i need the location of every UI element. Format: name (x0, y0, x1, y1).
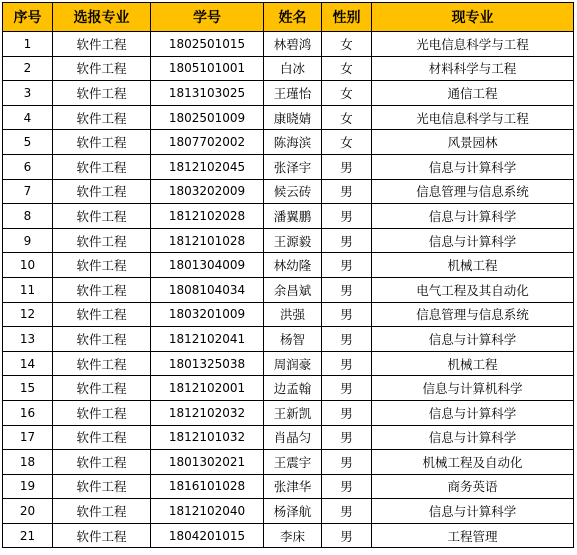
table-row (3, 32, 574, 57)
table-row (3, 425, 574, 450)
table-row (3, 81, 574, 106)
cell-index: 21 (3, 523, 53, 548)
table-row (3, 130, 574, 155)
cell-index: 19 (3, 474, 53, 499)
cell-current-major: 信息与计算科学 (372, 154, 574, 179)
table-row (3, 327, 574, 352)
cell-chosen-major: 软件工程 (53, 81, 151, 106)
cell-chosen-major: 软件工程 (53, 253, 151, 278)
header-gender: 性别 (322, 3, 372, 32)
cell-student-id: 1812102040 (151, 499, 264, 524)
cell-current-major: 光电信息科学与工程 (372, 32, 574, 57)
cell-gender: 男 (322, 253, 372, 278)
table-body (3, 32, 574, 548)
cell-chosen-major: 软件工程 (53, 376, 151, 401)
cell-gender: 男 (322, 154, 372, 179)
cell-current-major: 信息与计算科学 (372, 499, 574, 524)
header-student-id: 学号 (151, 3, 264, 32)
cell-gender: 男 (322, 228, 372, 253)
cell-current-major: 工程管理 (372, 523, 574, 548)
cell-index: 7 (3, 179, 53, 204)
table-row (3, 523, 574, 548)
student-table-container (2, 2, 574, 548)
cell-student-id: 1812102028 (151, 204, 264, 229)
cell-chosen-major: 软件工程 (53, 327, 151, 352)
cell-index: 4 (3, 105, 53, 130)
cell-chosen-major: 软件工程 (53, 130, 151, 155)
cell-student-id: 1804201015 (151, 523, 264, 548)
cell-name: 林碧鸿 (264, 32, 322, 57)
cell-chosen-major: 软件工程 (53, 499, 151, 524)
cell-name: 白冰 (264, 56, 322, 81)
cell-chosen-major: 软件工程 (53, 523, 151, 548)
cell-name: 李床 (264, 523, 322, 548)
cell-current-major: 信息与计算科学 (372, 204, 574, 229)
cell-index: 14 (3, 351, 53, 376)
cell-gender: 男 (322, 400, 372, 425)
cell-student-id: 1812102001 (151, 376, 264, 401)
header-name: 姓名 (264, 3, 322, 32)
cell-name: 边孟翰 (264, 376, 322, 401)
cell-name: 王源毅 (264, 228, 322, 253)
cell-gender: 男 (322, 204, 372, 229)
cell-student-id: 1805101001 (151, 56, 264, 81)
cell-index: 12 (3, 302, 53, 327)
cell-current-major: 信息与计算机科学 (372, 376, 574, 401)
table-row (3, 154, 574, 179)
cell-chosen-major: 软件工程 (53, 474, 151, 499)
table-row (3, 351, 574, 376)
cell-gender: 男 (322, 425, 372, 450)
cell-chosen-major: 软件工程 (53, 32, 151, 57)
cell-chosen-major: 软件工程 (53, 105, 151, 130)
cell-current-major: 信息与计算科学 (372, 228, 574, 253)
cell-student-id: 1808104034 (151, 277, 264, 302)
header-chosen-major: 选报专业 (53, 3, 151, 32)
cell-gender: 男 (322, 302, 372, 327)
cell-gender: 男 (322, 450, 372, 475)
cell-index: 6 (3, 154, 53, 179)
cell-name: 余昌斌 (264, 277, 322, 302)
cell-chosen-major: 软件工程 (53, 179, 151, 204)
cell-current-major: 机械工程 (372, 253, 574, 278)
cell-name: 王新凯 (264, 400, 322, 425)
cell-index: 18 (3, 450, 53, 475)
table-row (3, 400, 574, 425)
table-row (3, 56, 574, 81)
cell-name: 周润豪 (264, 351, 322, 376)
cell-student-id: 1812102041 (151, 327, 264, 352)
cell-name: 陈海滨 (264, 130, 322, 155)
table-row (3, 204, 574, 229)
cell-index: 2 (3, 56, 53, 81)
cell-name: 王震宇 (264, 450, 322, 475)
cell-gender: 男 (322, 327, 372, 352)
cell-current-major: 光电信息科学与工程 (372, 105, 574, 130)
cell-current-major: 机械工程 (372, 351, 574, 376)
cell-index: 1 (3, 32, 53, 57)
cell-gender: 男 (322, 499, 372, 524)
cell-student-id: 1801325038 (151, 351, 264, 376)
cell-name: 杨泽航 (264, 499, 322, 524)
cell-index: 13 (3, 327, 53, 352)
cell-student-id: 1816101028 (151, 474, 264, 499)
cell-chosen-major: 软件工程 (53, 425, 151, 450)
cell-gender: 男 (322, 351, 372, 376)
cell-gender: 男 (322, 474, 372, 499)
cell-chosen-major: 软件工程 (53, 302, 151, 327)
cell-student-id: 1812102045 (151, 154, 264, 179)
cell-index: 5 (3, 130, 53, 155)
cell-name: 杨智 (264, 327, 322, 352)
cell-chosen-major: 软件工程 (53, 277, 151, 302)
cell-gender: 男 (322, 179, 372, 204)
cell-index: 8 (3, 204, 53, 229)
cell-name: 候云砖 (264, 179, 322, 204)
table-row (3, 105, 574, 130)
cell-student-id: 1813103025 (151, 81, 264, 106)
table-row (3, 474, 574, 499)
cell-name: 潘翼鹏 (264, 204, 322, 229)
table-row (3, 277, 574, 302)
cell-index: 16 (3, 400, 53, 425)
cell-current-major: 信息与计算科学 (372, 400, 574, 425)
cell-chosen-major: 软件工程 (53, 204, 151, 229)
cell-chosen-major: 软件工程 (53, 56, 151, 81)
table-row (3, 302, 574, 327)
table-row (3, 253, 574, 278)
cell-current-major: 信息管理与信息系统 (372, 179, 574, 204)
cell-current-major: 信息与计算科学 (372, 327, 574, 352)
cell-gender: 女 (322, 32, 372, 57)
header-index: 序号 (3, 3, 53, 32)
table-row (3, 179, 574, 204)
cell-index: 15 (3, 376, 53, 401)
cell-chosen-major: 软件工程 (53, 450, 151, 475)
cell-index: 3 (3, 81, 53, 106)
cell-name: 张津华 (264, 474, 322, 499)
cell-chosen-major: 软件工程 (53, 154, 151, 179)
cell-student-id: 1802501015 (151, 32, 264, 57)
table-row (3, 499, 574, 524)
cell-student-id: 1812101028 (151, 228, 264, 253)
table-row (3, 450, 574, 475)
cell-index: 9 (3, 228, 53, 253)
cell-gender: 男 (322, 277, 372, 302)
table-row (3, 376, 574, 401)
cell-gender: 女 (322, 105, 372, 130)
cell-index: 11 (3, 277, 53, 302)
header-current-major: 现专业 (372, 3, 574, 32)
table-header-row (3, 3, 574, 32)
cell-name: 康晓婧 (264, 105, 322, 130)
table-row (3, 228, 574, 253)
cell-gender: 女 (322, 130, 372, 155)
cell-chosen-major: 软件工程 (53, 228, 151, 253)
cell-student-id: 1812102032 (151, 400, 264, 425)
cell-student-id: 1803201009 (151, 302, 264, 327)
cell-current-major: 电气工程及其自动化 (372, 277, 574, 302)
cell-student-id: 1801304009 (151, 253, 264, 278)
cell-index: 20 (3, 499, 53, 524)
cell-name: 林幼隆 (264, 253, 322, 278)
cell-student-id: 1807702002 (151, 130, 264, 155)
cell-gender: 女 (322, 56, 372, 81)
student-table (2, 2, 574, 548)
cell-gender: 男 (322, 376, 372, 401)
cell-chosen-major: 软件工程 (53, 400, 151, 425)
cell-gender: 女 (322, 81, 372, 106)
cell-student-id: 1812101032 (151, 425, 264, 450)
cell-student-id: 1801302021 (151, 450, 264, 475)
cell-index: 10 (3, 253, 53, 278)
cell-name: 洪强 (264, 302, 322, 327)
cell-current-major: 材料科学与工程 (372, 56, 574, 81)
cell-current-major: 机械工程及自动化 (372, 450, 574, 475)
cell-current-major: 信息管理与信息系统 (372, 302, 574, 327)
cell-gender: 男 (322, 523, 372, 548)
cell-name: 王瑾怡 (264, 81, 322, 106)
cell-name: 肖晶匀 (264, 425, 322, 450)
cell-student-id: 1802501009 (151, 105, 264, 130)
cell-current-major: 商务英语 (372, 474, 574, 499)
cell-index: 17 (3, 425, 53, 450)
cell-name: 张泽宇 (264, 154, 322, 179)
cell-current-major: 风景园林 (372, 130, 574, 155)
cell-student-id: 1803202009 (151, 179, 264, 204)
cell-current-major: 通信工程 (372, 81, 574, 106)
cell-current-major: 信息与计算科学 (372, 425, 574, 450)
cell-chosen-major: 软件工程 (53, 351, 151, 376)
